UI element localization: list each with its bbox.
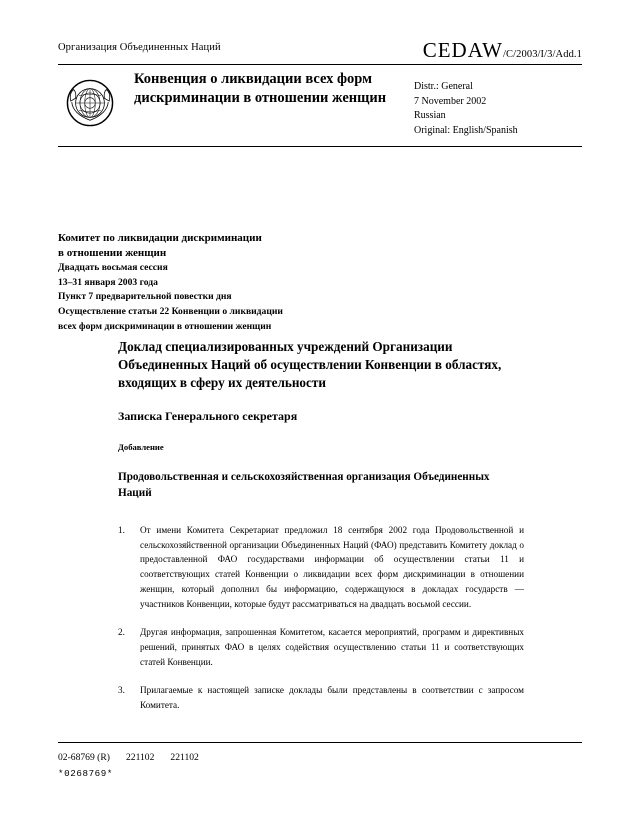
barcode-text: *0268769* [58,768,114,780]
paragraph-1 [118,523,524,612]
distribution-language: Russian [414,110,446,121]
paragraph-number-3: 3. [118,684,125,695]
paragraph-text-3: Прилагаемые к настоящей записке доклады были представлены в соответствии с запросом Комитета. [140,684,524,710]
agenda-item: Пункт 7 предварительной повестки дня [58,291,232,303]
document-symbol-suffix: /C/2003/I/3/Add.1 [503,49,582,60]
convention-title: Конвенция о ликвидации всех форм дискриминации в отношении женщин [134,71,387,106]
paragraph-number-1: 1. [118,524,125,535]
organization-name: Организация Объединенных Наций [58,42,221,53]
paragraph-number-2: 2. [118,627,125,638]
distribution-original: Original: English/Spanish [414,124,518,136]
distribution-block [414,80,584,138]
header-divider-bottom [58,146,582,147]
addendum-label: Добавление [118,442,164,453]
document-header [58,38,582,62]
document-symbol [423,38,582,63]
date-code-1: 221102 [125,752,155,763]
note-by-secretary-general: Записка Генерального секретаря [118,409,298,424]
un-emblem-container [58,72,126,140]
report-title: Доклад специализированных учреждений Организации Объединенных Наций об осуществлении Конвенции в областях, входящих в сферу их деятельности [118,339,502,390]
document-footer [58,750,582,782]
agenda-title-line1: Осуществление статьи 22 Конвенции о ликвидации [58,306,283,318]
paragraph-text-1: От имени Комитета Секретариат предложил 18 сентября 2002 года Продовольственной и сельскохозяйственной организации Объединенных Наций (ФАО) представить Комитету доклад о предоставленной ФАО государствами информации об осуществлении статьи 11 и соответствующих статей Конвенции о ликвидации всех форм дискриминации в отношении женщин, который дополнил бы информацию, содержащуюся в докладах государств — участников Конвенции, которые будут рассматриваться на двадцать восьмой сессии. [140,524,524,610]
agency-name: Продовольственная и сельскохозяйственная организация Объединенных Наций [118,471,490,499]
date-code-2: 221102 [170,752,199,763]
document-body [118,338,524,726]
paragraph-text-2: Другая информация, запрошенная Комитетом, касается мероприятий, программ и директивных решений, принятых ФАО в целях содействия осуществлению статьи 11 и соответствующих статей Конвенции. [140,627,524,667]
committee-name-line1: Комитет по ликвидации дискриминации [58,232,262,244]
job-number: 02-68769 (R) [58,752,110,763]
footer-codes [58,750,582,766]
distribution-date: 7 November 2002 [414,95,487,107]
session-dates: 13–31 января 2003 года [58,276,158,288]
document-symbol-main: CEDAW [422,38,503,62]
un-emblem-icon [66,79,114,127]
paragraph-2 [118,625,524,670]
agenda-title-line2: всех форм дискриминации в отношении женщин [58,321,272,333]
paragraph-3 [118,683,524,713]
distribution-line: Distr.: General [414,81,473,92]
footer-divider [58,742,582,743]
committee-block [58,231,388,335]
committee-name-line2: в отношении женщин [58,246,167,259]
header-divider-top [58,64,582,65]
session-number: Двадцать восьмая сессия [58,261,168,273]
